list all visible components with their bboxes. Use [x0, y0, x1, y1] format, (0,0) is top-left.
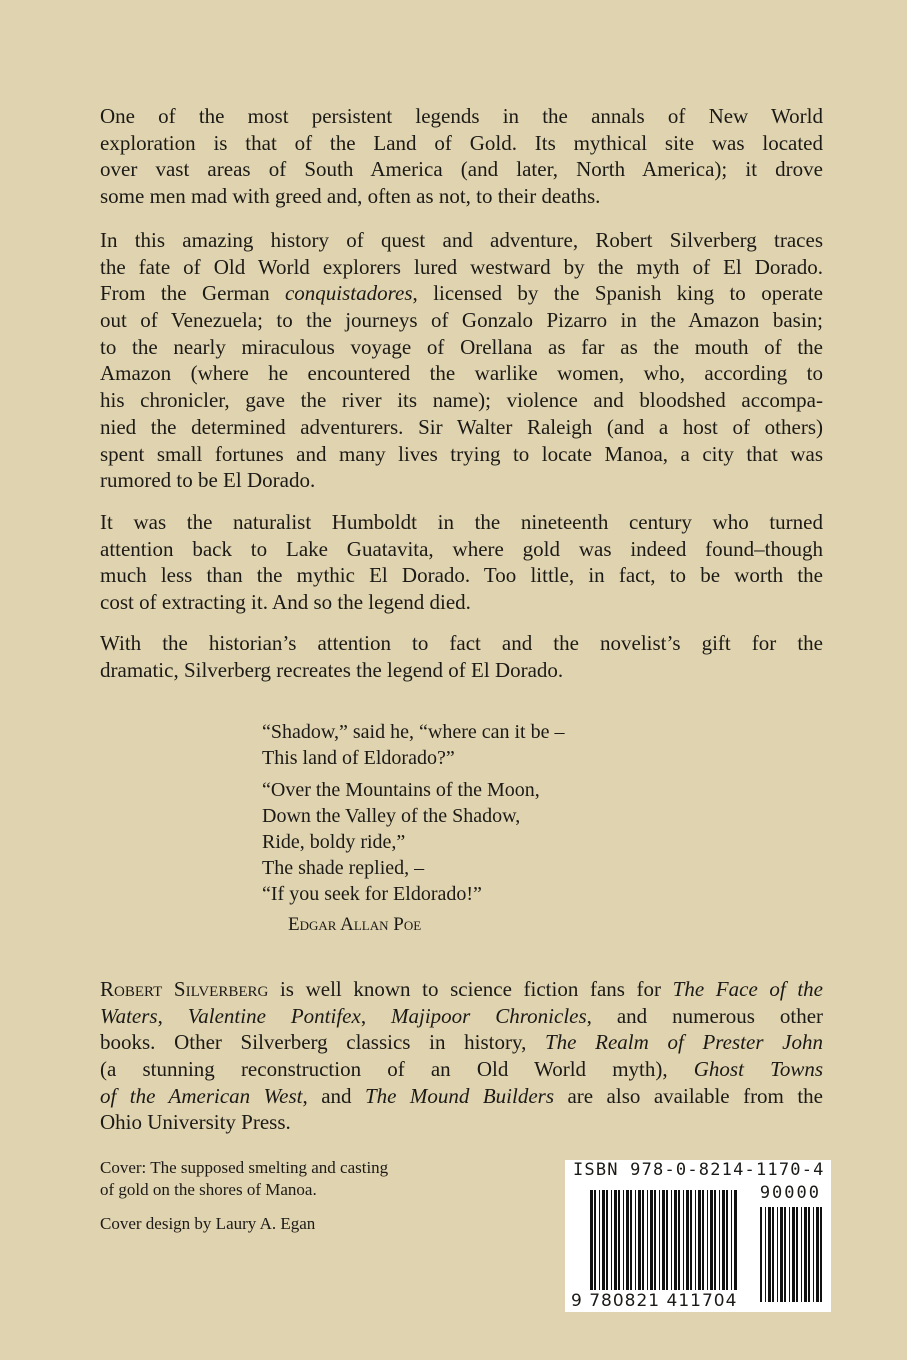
barcode-bar	[719, 1190, 720, 1290]
text-segment: Majipoor Chronicles	[391, 1003, 587, 1028]
barcode-bar	[801, 1207, 802, 1302]
text-segment: The Realm of Prester John	[545, 1030, 823, 1055]
poem-stanza-2	[262, 777, 540, 907]
text-segment: spent small fortunes and many lives trying to locate Manoa, a city that was	[100, 441, 823, 466]
barcode-bar	[618, 1190, 620, 1290]
barcode-bar	[714, 1190, 716, 1290]
barcode-bar	[710, 1190, 713, 1290]
barcode-bar	[780, 1207, 783, 1302]
cover-caption-line: Cover: The supposed smelting and casting	[100, 1158, 389, 1177]
barcode-bar	[702, 1190, 704, 1290]
text-segment: The Mound Builders	[364, 1083, 555, 1108]
barcode-bar	[768, 1207, 771, 1302]
text-line	[100, 441, 823, 468]
text-segment: are also available from the	[554, 1083, 823, 1108]
cover-caption	[100, 1157, 388, 1201]
barcode-bar	[602, 1190, 605, 1290]
barcode-bar	[734, 1190, 737, 1290]
barcode-bar	[635, 1190, 636, 1290]
barcode-bar	[726, 1190, 728, 1290]
text-segment: The Face of the	[672, 977, 823, 1001]
price-code: 90000	[759, 1183, 821, 1203]
text-line	[100, 1003, 823, 1030]
text-line	[100, 1109, 823, 1136]
text-segment: Ghost Towns	[693, 1057, 823, 1082]
barcode-bar	[816, 1207, 819, 1302]
text-line	[100, 976, 823, 1003]
text-segment: Amazon (where he encountered the warlike women, who, according to	[100, 361, 823, 386]
barcode-bar	[659, 1190, 660, 1290]
text-line	[100, 589, 823, 616]
barcode-bar	[638, 1190, 641, 1290]
text-segment: attention back to Lake Guatavita, where gold was indeed found–though	[100, 536, 823, 561]
barcode-bar	[686, 1190, 689, 1290]
text-segment: It was the naturalist Humboldt in the nineteenth century who turned	[100, 510, 823, 534]
text-line	[100, 467, 823, 494]
poem-line: Down the Valley of the Shadow,	[262, 805, 521, 827]
barcode-bar	[784, 1207, 786, 1302]
poem-line: Ride, boldy ride,”	[262, 831, 406, 853]
barcode-bar	[731, 1190, 732, 1290]
description-paragraph	[100, 227, 823, 494]
cover-design-credit: Cover design by Laury A. Egan	[100, 1214, 316, 1233]
text-line	[100, 307, 823, 334]
barcode-bar	[611, 1190, 612, 1290]
text-segment: With the historian’s attention to fact and the novelist’s gift for the	[100, 631, 823, 655]
text-line	[100, 156, 823, 183]
barcode-bar	[808, 1207, 810, 1302]
barcode-bar	[647, 1190, 648, 1290]
text-segment: some men mad with greed and, often as not, to their deaths.	[100, 184, 601, 209]
text-segment: , and numerous other	[586, 1003, 824, 1028]
barcode-bar	[650, 1190, 653, 1290]
text-segment: his chronicler, gave the river its name); violence and bloodshed accompa-	[100, 388, 823, 413]
barcode-bar	[765, 1207, 766, 1302]
text-line	[100, 657, 823, 684]
text-line	[100, 509, 823, 536]
barcode-bar	[789, 1207, 790, 1302]
poem-line: This land of Eldorado?”	[262, 747, 455, 769]
barcode-bar	[614, 1190, 617, 1290]
text-segment: ,	[360, 1003, 392, 1028]
text-segment: books. Other Silverberg classics in history,	[100, 1030, 545, 1055]
text-segment: nied the determined adventurers. Sir Walter Raleigh (and a host of others)	[100, 414, 823, 439]
text-segment: (a stunning reconstruction of an Old World myth),	[100, 1057, 694, 1082]
text-segment: much less than the mythic El Dorado. Too little, in fact, to be worth the	[100, 563, 823, 588]
barcode-bar	[630, 1190, 632, 1290]
text-line	[100, 280, 823, 307]
poem-line: The shade replied, –	[262, 857, 425, 879]
text-line	[100, 227, 823, 254]
text-segment: , and	[302, 1083, 365, 1108]
text-segment: over vast areas of South America (and later, North America); it drove	[100, 157, 823, 182]
poem-attribution: Edgar Allan Poe	[288, 914, 422, 935]
barcode-bar	[804, 1207, 807, 1302]
barcode-bar	[674, 1190, 677, 1290]
text-segment: dramatic, Silverberg recreates the legend of El Dorado.	[100, 657, 564, 682]
poem-line: “Over the Mountains of the Moon,	[262, 779, 540, 801]
text-line	[100, 387, 823, 414]
poem-line: “Shadow,” said he, “where can it be –	[262, 721, 565, 743]
text-segment: ,	[157, 1003, 188, 1028]
barcode-bar	[722, 1190, 725, 1290]
barcode-bar	[599, 1190, 600, 1290]
description-paragraph	[100, 103, 823, 210]
text-segment: conquistadores	[284, 281, 413, 306]
text-line	[100, 183, 823, 210]
author-bio	[100, 976, 823, 1136]
barcode-bar	[690, 1190, 692, 1290]
text-segment: Valentine Pontifex	[187, 1003, 361, 1028]
text-line	[100, 1056, 823, 1083]
text-line	[100, 1029, 823, 1056]
ean-number: 9 780821 411704	[571, 1291, 738, 1311]
barcode-bar	[654, 1190, 656, 1290]
barcode-bar	[698, 1190, 701, 1290]
barcode-bar	[796, 1207, 798, 1302]
text-line	[100, 254, 823, 281]
text-line	[100, 103, 823, 130]
barcode-bar	[772, 1207, 774, 1302]
text-segment: Ohio University Press.	[100, 1110, 291, 1135]
barcode-bar	[707, 1190, 708, 1290]
text-line	[100, 360, 823, 387]
text-segment: is well known to science fiction fans for	[268, 977, 673, 1001]
isbn-barcode	[565, 1160, 831, 1312]
text-line	[100, 414, 823, 441]
barcode-bar	[760, 1207, 762, 1302]
poem-line: “If you seek for Eldorado!”	[262, 883, 482, 905]
text-segment: exploration is that of the Land of Gold. Its mythical site was located	[100, 130, 823, 155]
barcode-bar	[666, 1190, 668, 1290]
description-paragraph	[100, 630, 823, 683]
text-segment: In this amazing history of quest and adventure, Robert Silverberg traces	[100, 228, 823, 252]
barcode-bar	[623, 1190, 624, 1290]
text-line	[100, 536, 823, 563]
barcode-bar	[662, 1190, 665, 1290]
barcode-bar	[777, 1207, 778, 1302]
barcode-bar	[792, 1207, 795, 1302]
barcode-bar	[683, 1190, 684, 1290]
text-segment: From the German	[100, 281, 285, 306]
barcode-bar	[671, 1190, 672, 1290]
text-line	[100, 130, 823, 157]
text-segment: the fate of Old World explorers lured westward by the myth of El Dorado.	[100, 254, 823, 279]
barcode-bar	[820, 1207, 822, 1302]
text-line	[100, 562, 823, 589]
text-line	[100, 1083, 823, 1110]
isbn-number: ISBN 978-0-8214-1170-4	[573, 1160, 825, 1180]
barcode-bar	[590, 1190, 593, 1290]
text-segment: Robert Silverberg	[100, 977, 269, 1001]
barcode-bar	[626, 1190, 629, 1290]
barcode-bar	[642, 1190, 644, 1290]
poem-stanza-1	[262, 719, 564, 771]
text-segment: , licensed by the Spanish king to operate	[412, 281, 823, 306]
barcode-bar	[678, 1190, 680, 1290]
text-segment: cost of extracting it. And so the legend died.	[100, 590, 471, 615]
barcode-bar	[813, 1207, 814, 1302]
text-line	[100, 334, 823, 361]
text-segment: of the American West	[100, 1083, 303, 1108]
text-segment: out of Venezuela; to the journeys of Gonzalo Pizarro in the Amazon basin;	[100, 308, 823, 333]
cover-caption-line: of gold on the shores of Manoa.	[100, 1180, 317, 1199]
barcode-bar	[606, 1190, 608, 1290]
text-line	[100, 630, 823, 657]
barcode-bar	[695, 1190, 696, 1290]
text-segment: rumored to be El Dorado.	[100, 468, 316, 493]
description-paragraph	[100, 509, 823, 616]
text-segment: One of the most persistent legends in the annals of New World	[100, 104, 823, 128]
text-segment: Waters	[100, 1003, 158, 1028]
text-segment: to the nearly miraculous voyage of Orellana as far as the mouth of the	[100, 334, 823, 359]
barcode-bar	[594, 1190, 596, 1290]
